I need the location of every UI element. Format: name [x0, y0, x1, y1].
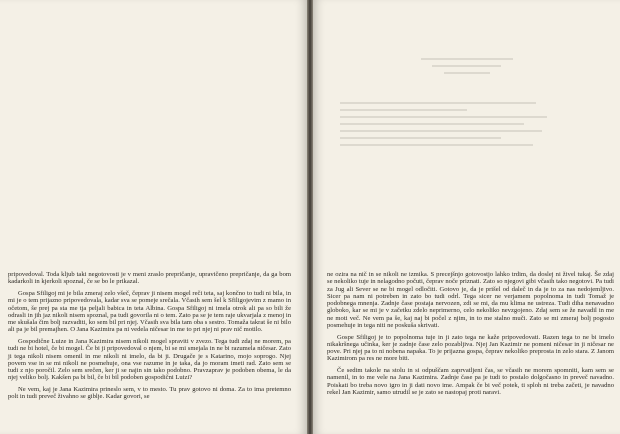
paragraph: ne ozira na nič in se nikoli ne izmika. S precejšnjo gotovostjo lahko trdim, da doslej ni živel tukaj. Še zdaj se nekoliko tuje in nelagodno počuti, čeprav noče priznati. Zato so njegovi gibi včasih tako negotovi. Pa tudi za Jug ali Sever se ne bi mogel odločiti. Gotovo je, da je prišel od daleč in da je to za nas nedojemljivo. Sicer pa nam ni potreben in zato bo tudi odrl. Tega sicer ne verjamem popolnoma in tudi Tomaž je podobnega mnenja. Zadnje čase postaja nervozen, zdi se mi, da mu klima ne ustreza. Tudi diha nenavadno globoko, kar se mi je v začetku zdelo neprimerno, celo nekoliko nevzgojeno. Zdaj sem se že navadil in me ne moti več. Ne vem pa še, kaj naj bi počel z njim, in to me stalno muči. Zato se mi zmeraj bolj pogosto posmehuje in tega niti ne poskuša skrivati. — [327, 271, 614, 329]
paragraph: Ne vem, kaj je Jana Kazimira prineslo sem, v to mesto. Tu prav gotovo ni doma. Za to ima pretemno polt in tudi preveč živahno se giblje. Kadar govori, se — [8, 386, 291, 401]
paragraph: Gospa Sfiligoj mi je bila zmeraj zelo všeč, čeprav ji nisem mogel reči teta, saj končno to tudi ni bila, in mi je o tem prijazno pripovedovala, kadar sva se pomeje srečala. Včasih sem šel k Sfiligojevim z mamo in očetom, še prej pa sta me tja peljali babica in teta Albina. Gospa Sfiligoj ni imela otrok ali pa so bili že odrasli in jih jaz nikoli nisem spoznal, pa tudi govorila ni o tem. Zato pa se je tem raje ukvarjala z menoj in me skušala čim bolj razvaditi, ko sem bil pri njej. Včasih sva bila tam oba s sestro. Tomaža takrat še ni bilo ali pa je bil premajhen. O Jana Kazimira pa ni vedela ničesar in me to pri njej ni prav nič motilo. — [8, 290, 291, 334]
right-page-text — [313, 271, 620, 401]
show-through-text — [340, 58, 570, 198]
paragraph: Gospodične Luize in Jana Kazimira nisem nikoli mogel spraviti v zvezo. Tega tudi zdaj ne morem, pa tudi ne bi hotel, če bi mogel. Če bi ji pripovedoval o njem, bi se mi smejala in ne bi razumela ničesar. Zato ji tega nikoli nisem omenil in me nikoli ni imelo, da bi ji. Drugače je s Katarino, mojo soprogo. Njej povem vse in se mi nikoli ne posmehuje, ona vse razume in je taka, da jo moram imeti rad. Zato sem se tudi z njo poročil. Zelo sem srečen, ker ji se najin sin tako podobno. Pravzaprav je podoben obema, le da njej veliko bolj. Kakšen pa bi bil, če bi bil podoben gospodični Luizi? — [8, 338, 291, 382]
paragraph: Gospe Sfiligoj je to popolnoma tuje in ji zato tega ne kaže pripovedovati. Razen tega to ne bi imelo nikakršnega učinka, ker je zadnje čase zelo pozabljiva. Njej Jan Kazimir ne pomeni ničesar in ji ničesar ne pove. Pri njej pa to ni nobena napaka. To je prijazna gospa, čeprav nekoliko preprosta in zelo stara. Z Janom Kazimirom pa res ne more biti. — [327, 333, 614, 363]
left-page — [0, 0, 307, 434]
paragraph: Če sedim takole na stolu in si odpuščam zaprvatljeni čas, se včasih ne morem spomniti, kam sem se namenil, in to me vele na Jana Kazimira. Zadnje čase pa je tudi to postalo dolgočasno in preveč navadno. Poiskati bo treba novo igro in ji dati novo ime. Ampak če bi več potek, ti sploh ni treba začeti, je navadno rekel Jan Kazimir, samo utrudil se je zato se nastopaj proti naravi. — [327, 367, 614, 396]
left-page-text — [0, 271, 307, 405]
paragraph: pripovedoval. Toda kljub taki negotovosti je v meni zraslo prepričanje, upravičeno prepričanje, da ga bom kadarkoli in kjerkoli spoznal, če se bo le prikazal. — [8, 271, 291, 286]
